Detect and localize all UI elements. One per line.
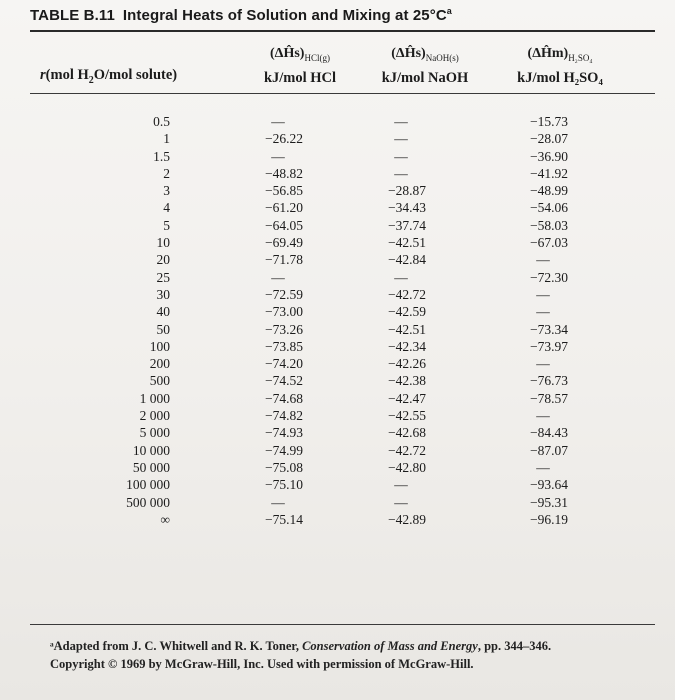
cell-h2so4: −54.06: [530, 200, 568, 216]
cell-h2so4: —: [536, 304, 550, 320]
cell-hcl: —: [271, 269, 285, 285]
cell-naoh: −42.51: [388, 235, 426, 251]
column-naoh: [388, 113, 448, 528]
cell-hcl: −48.82: [265, 165, 303, 181]
table-number: TABLE B.11: [30, 7, 115, 24]
top-rule: [30, 30, 655, 32]
cell-naoh: −42.38: [388, 373, 426, 389]
cell-h2so4: −73.97: [530, 338, 568, 354]
cell-naoh: −42.47: [388, 390, 426, 406]
cell-h2so4: —: [536, 356, 550, 372]
cell-hcl: −72.59: [265, 286, 303, 302]
cell-hcl: −74.82: [265, 408, 303, 424]
cell-naoh: −34.43: [388, 200, 426, 216]
cell-naoh: —: [394, 131, 408, 147]
column-hcl: [265, 113, 325, 528]
cell-naoh: −42.34: [388, 338, 426, 354]
cell-r: 30: [156, 286, 170, 302]
header-naoh-symbol: $(\Delta Ĥs)_{NaOH(s)}$: [391, 46, 459, 63]
footnote: [50, 637, 551, 673]
cell-hcl: −64.05: [265, 217, 303, 233]
cell-r: 50: [156, 321, 170, 337]
cell-h2so4: −76.73: [530, 373, 568, 389]
cell-naoh: —: [394, 165, 408, 181]
header-hcl-symbol: $(\Delta Ĥs)_{HCl(g)}$: [270, 46, 330, 63]
cell-h2so4: −73.34: [530, 321, 568, 337]
header-hcl: [245, 44, 355, 88]
cell-h2so4: −67.03: [530, 235, 568, 251]
cell-r: 100 000: [126, 477, 170, 493]
cell-h2so4: −72.30: [530, 269, 568, 285]
footnote-line-1: ᵃAdapted from J. C. Whitwell and R. K. Toner, Conservation of Mass and Energy, pp. 344–346.: [50, 639, 552, 653]
cell-naoh: —: [394, 269, 408, 285]
cell-h2so4: −95.31: [530, 494, 568, 510]
cell-r: 1.5: [153, 148, 170, 164]
table-title-text: Integral Heats of Solution and Mixing at 25°C: [122, 7, 447, 24]
cell-r: 0.5: [153, 114, 170, 129]
cell-hcl: −75.14: [265, 511, 303, 527]
cell-r: 20: [156, 252, 170, 268]
cell-h2so4: −87.07: [530, 442, 568, 458]
cell-r: 10: [156, 235, 170, 251]
cell-hcl: −61.20: [265, 200, 303, 216]
header-naoh: [365, 44, 485, 88]
cell-h2so4: −36.90: [530, 148, 568, 164]
cell-hcl: —: [271, 114, 285, 129]
cell-naoh: −42.72: [388, 442, 426, 458]
cell-r: 200: [149, 356, 170, 372]
header-r: r(mol $H_2O$/mol solute): [40, 67, 178, 86]
cell-hcl: −74.20: [265, 356, 303, 372]
bottom-rule: [30, 624, 655, 625]
cell-hcl: −56.85: [265, 183, 303, 199]
cell-hcl: −71.78: [265, 252, 303, 268]
cell-h2so4: —: [536, 286, 550, 302]
cell-r: 25: [156, 269, 170, 285]
header-naoh-unit: kJ/mol NaOH: [381, 69, 469, 86]
cell-h2so4: −78.57: [530, 390, 568, 406]
cell-r: 5 000: [139, 425, 170, 441]
cell-r: ∞: [160, 511, 170, 527]
cell-r: 500 000: [126, 494, 170, 510]
cell-r: 5: [163, 217, 170, 233]
cell-r: 100: [149, 338, 170, 354]
cell-h2so4: —: [536, 459, 550, 475]
cell-hcl: −74.68: [265, 390, 303, 406]
cell-naoh: −42.51: [388, 321, 426, 337]
cell-naoh: −42.72: [388, 286, 426, 302]
cell-hcl: —: [271, 148, 285, 164]
table-title: [30, 6, 452, 24]
cell-hcl: −74.99: [265, 442, 303, 458]
cell-hcl: −69.49: [265, 235, 303, 251]
cell-r: 500: [149, 373, 170, 389]
header-h2so4-unit: kJ/mol H₂SO₄: [517, 69, 603, 86]
cell-hcl: −75.10: [265, 477, 303, 493]
cell-r: 10 000: [132, 442, 170, 458]
cell-naoh: −42.89: [388, 511, 426, 527]
cell-h2so4: −84.43: [530, 425, 568, 441]
cell-hcl: −73.26: [265, 321, 303, 337]
cell-h2so4: −93.64: [530, 477, 568, 493]
cell-hcl: −73.85: [265, 338, 303, 354]
cell-r: 2: [163, 165, 170, 181]
cell-r: 4: [163, 200, 170, 216]
cell-hcl: —: [271, 494, 285, 510]
header-hcl-unit: kJ/mol HCl: [263, 69, 337, 86]
cell-r: 50 000: [132, 459, 170, 475]
cell-h2so4: −48.99: [530, 183, 568, 199]
cell-hcl: −74.93: [265, 425, 303, 441]
cell-h2so4: —: [536, 252, 550, 268]
cell-naoh: −42.55: [388, 408, 426, 424]
column-h2so4: [530, 113, 590, 528]
cell-h2so4: −58.03: [530, 217, 568, 233]
title-footnote-mark: a: [446, 6, 452, 16]
header-h2so4-symbol: $(\Delta Ĥm)_{H_2SO_4}$: [527, 46, 593, 63]
cell-naoh: —: [394, 114, 408, 129]
cell-naoh: −37.74: [388, 217, 426, 233]
cell-naoh: —: [394, 477, 408, 493]
cell-h2so4: −15.73: [530, 114, 568, 129]
cell-h2so4: −41.92: [530, 165, 568, 181]
cell-naoh: −42.68: [388, 425, 426, 441]
cell-r: 2 000: [139, 408, 170, 424]
footnote-line-2: Copyright © 1969 by McGraw-Hill, Inc. Used with permission of McGraw-Hill.: [50, 657, 474, 671]
cell-r: 3: [163, 183, 170, 199]
cell-naoh: —: [394, 494, 408, 510]
cell-h2so4: −28.07: [530, 131, 568, 147]
cell-hcl: −73.00: [265, 304, 303, 320]
header-h2so4: [500, 44, 620, 88]
cell-naoh: —: [394, 148, 408, 164]
cell-naoh: −42.59: [388, 304, 426, 320]
cell-r: 1: [163, 131, 170, 147]
cell-naoh: −28.87: [388, 183, 426, 199]
cell-r: 1 000: [139, 390, 170, 406]
cell-hcl: −26.22: [265, 131, 303, 147]
cell-naoh: −42.26: [388, 356, 426, 372]
cell-hcl: −74.52: [265, 373, 303, 389]
header-rule: [30, 93, 655, 94]
cell-naoh: −42.84: [388, 252, 426, 268]
cell-h2so4: −96.19: [530, 511, 568, 527]
column-r: [60, 113, 170, 528]
cell-hcl: −75.08: [265, 459, 303, 475]
cell-r: 40: [156, 304, 170, 320]
cell-h2so4: —: [536, 408, 550, 424]
cell-naoh: −42.80: [388, 459, 426, 475]
